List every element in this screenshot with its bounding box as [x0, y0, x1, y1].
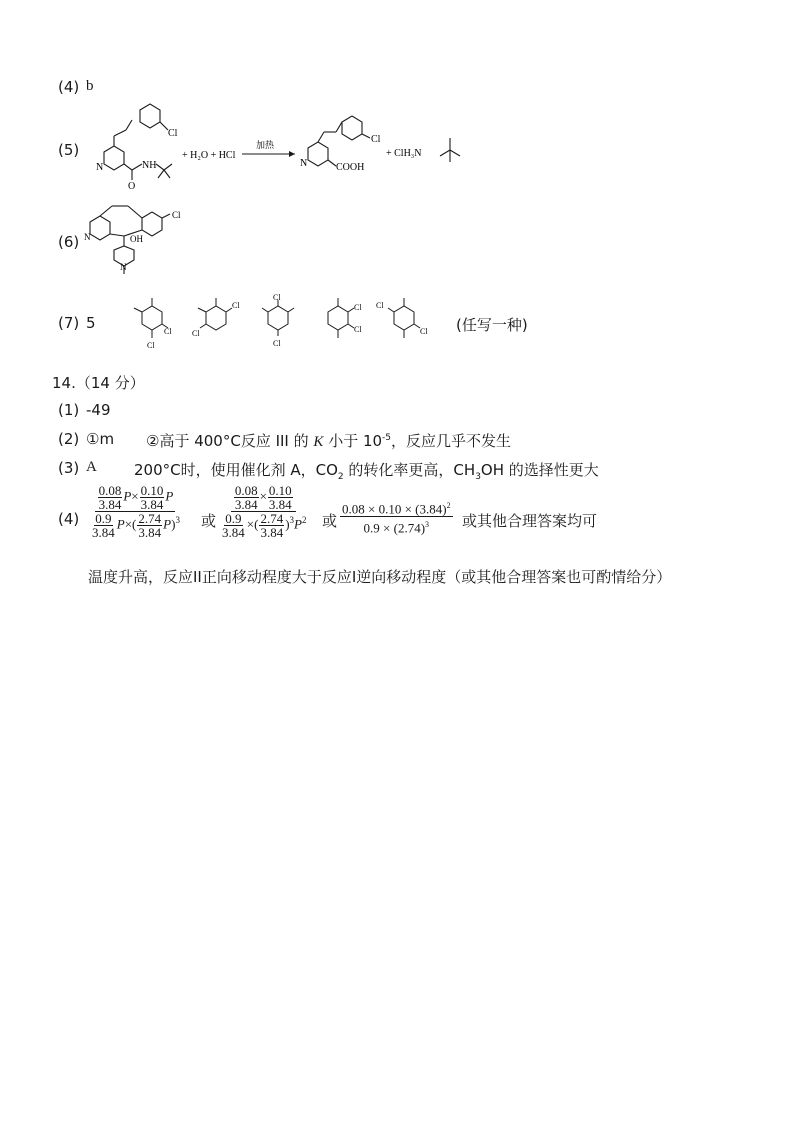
q7-cl-1a: Cl [164, 327, 172, 336]
q14-p4-expr3 [340, 498, 453, 536]
e2-p: P [294, 516, 302, 532]
e1-d2: 2.74 [138, 511, 162, 526]
e2-times-b: × [246, 516, 255, 532]
e2-den-d: 3.84 [260, 525, 284, 540]
e1-p-b: P [165, 488, 174, 504]
q6-cl-label: Cl [172, 210, 181, 220]
q14-p3-text-c: OH 的选择性更大 [480, 461, 599, 479]
q7-cl-2a: Cl [232, 301, 240, 310]
e2-den-c: 3.84 [222, 525, 245, 540]
q14-p2-k: K [313, 434, 324, 450]
q14-p2-label: (2) [58, 430, 80, 448]
q6-n-pyridine: N [84, 232, 91, 242]
q14-p2-part-b-pre: ②高于 400°C反应 III 的 [146, 432, 314, 450]
e1-den-c: 3.84 [92, 525, 115, 540]
e1-p-c: P [116, 516, 125, 532]
q5-product-n-label: N [300, 158, 308, 169]
q14-p4-or-1: 或 [201, 512, 217, 530]
q7-cl-4b: Cl [354, 325, 362, 334]
e3-num: 0.08 × 0.10 × (3.84) [342, 501, 447, 517]
e2-cube: 3 [289, 515, 295, 526]
e3-den-exp: 3 [425, 520, 430, 530]
q5-byproduct: + ClH₃N [386, 148, 422, 159]
q14-p2-part-b-post: ，反应几乎不发生 [391, 432, 512, 450]
q4-answer: b [86, 78, 94, 94]
q7-label: (7) [58, 314, 80, 332]
q5-nh-label: NH [142, 160, 157, 171]
e2-sq: 2 [301, 515, 307, 526]
e1-den-d: 3.84 [138, 525, 162, 540]
q4-label: (4) [58, 78, 80, 96]
e1-p-d: P [163, 516, 172, 532]
e1-d1: 0.9 [95, 511, 112, 526]
q7-cl-1b: Cl [147, 341, 155, 350]
q14-p4-tail: 或其他合理答案均可 [462, 512, 598, 530]
e2-times-a: × [259, 488, 267, 504]
q14-p4-expr1: $\frac{0.08}{3.84}$ P× $\frac{0.10}{3.84}$ P $\frac{0.9}{3.84}$ P×( $\frac{2.74}{3.84}$ P)$^3$ [92, 483, 180, 540]
e2-n1: 0.08 [234, 483, 258, 498]
q14-p4-label: (4) [58, 510, 80, 528]
q6-oh-label: OH [130, 234, 143, 244]
q14-p2-exp: -5 [382, 433, 392, 443]
q14-p3-text-a: 200°C时，使用催化剂 A，CO [134, 461, 338, 479]
q14-p1-label: (1) [58, 401, 80, 419]
q5-condition: 加热 [256, 140, 275, 150]
q7-isomers [120, 290, 450, 352]
q5-label: (5) [58, 141, 80, 159]
q5-o-label: O [128, 181, 136, 190]
q14-p3-text [134, 459, 599, 482]
q5-product-cl-label: Cl [371, 134, 381, 145]
q5-product-group: COOH [336, 162, 365, 173]
q14-p3-sub3: 3 [475, 472, 481, 482]
q14-p3-sub2: 2 [337, 472, 344, 482]
q14-p3-label: (3) [58, 459, 80, 477]
q14-p2-part-a [86, 430, 114, 448]
e2-den-a: 3.84 [234, 497, 258, 512]
q14-p2-part-b-mid: 小于 10 [323, 432, 383, 450]
q14-header: 14.（14 分） [52, 374, 145, 392]
e1-times-b: × [124, 516, 133, 532]
q14-p3-text-b: 的转化率更高，CH [343, 461, 476, 479]
q7-cl-5a: Cl [376, 301, 384, 310]
e2-n2: 0.10 [268, 483, 292, 498]
e1-den-b: 3.84 [140, 497, 164, 512]
q7-note: (任写一种) [456, 316, 528, 334]
q7-count: 5 [86, 314, 96, 332]
q6-label: (6) [58, 233, 80, 251]
q5-reaction-scheme [90, 100, 470, 190]
e1-p-a: P [123, 488, 132, 504]
q14-p2-part-a-text: ①m [86, 430, 115, 448]
e1-den-a: 3.84 [98, 497, 122, 512]
q7-cl-3b: Cl [273, 339, 281, 348]
q14-p2-part-b [146, 430, 511, 451]
q6-structure [84, 196, 194, 280]
e2-d2: 2.74 [260, 511, 284, 526]
q14-p1-text: -49 [86, 401, 111, 419]
q14-p4-expr2: $\frac{0.08}{3.84}$ × $\frac{0.10}{3.84}$ $\frac{0.9}{3.84}$ ×( $\frac{2.74}{3.84}$ )$^3P^2$ [222, 483, 307, 540]
e1-cube: 3 [175, 515, 180, 526]
q6-n-piperidine: N [120, 262, 127, 272]
q5-reagents: + H₂O + HCl [182, 150, 236, 161]
e3-num-exp: 2 [446, 501, 451, 510]
e3-den: 0.9 × (2.74) [363, 520, 426, 536]
q7-cl-2b: Cl [192, 329, 200, 338]
q14-p4-explanation: 温度升高，反应II正向移动程度大于反应I逆向移动程度（或其他合理答案也可酌情给分） [88, 568, 672, 586]
reaction-arrowhead [289, 151, 295, 157]
q7-cl-4a: Cl [354, 303, 362, 312]
q14-p4-or-2: 或 [322, 512, 338, 530]
q7-cl-5b: Cl [420, 327, 428, 336]
q7-cl-3a: Cl [273, 293, 281, 302]
q5-cl-label: Cl [168, 128, 178, 139]
e1-n2: 0.10 [140, 483, 164, 498]
e1-n1: 0.08 [98, 483, 122, 498]
e2-d1: 0.9 [225, 511, 242, 526]
q5-n-label: N [96, 162, 104, 173]
e2-den-b: 3.84 [268, 497, 292, 512]
e1-times-a: × [131, 488, 139, 504]
q14-p3-choice: A [86, 459, 97, 475]
